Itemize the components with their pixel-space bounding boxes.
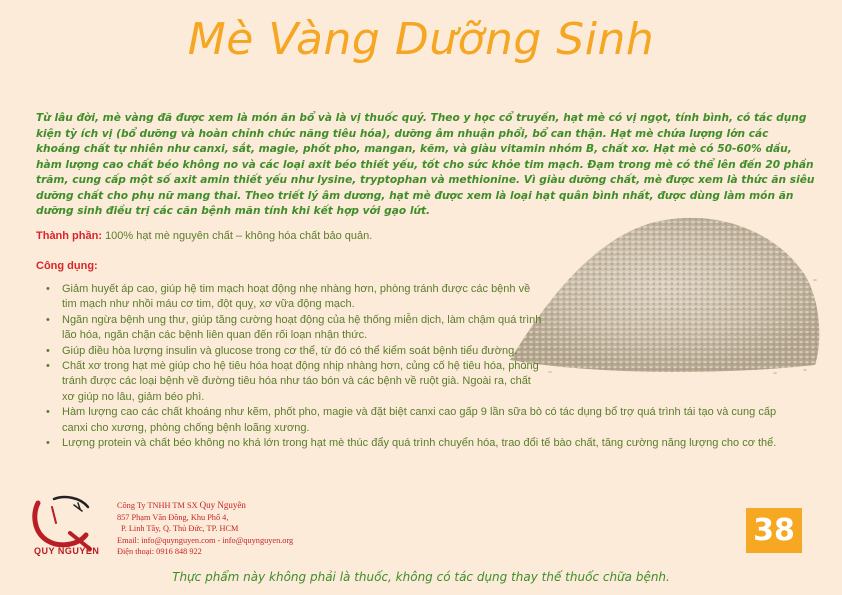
bullet-icon: • (46, 283, 50, 295)
logo-wordmark: QUY NGUYÊN (34, 546, 100, 556)
bullet-icon: • (46, 313, 50, 326)
bullet-icon: • (46, 344, 50, 357)
uses-heading: Công dụng: (36, 260, 98, 272)
company-email: Email: info@quynguyen.com - info@quynguyen.org (117, 535, 294, 545)
page-number-badge: 38 (746, 508, 802, 553)
company-name: Công Ty TNHH TM SX Quy Nguyên (117, 500, 246, 510)
company-address-line-1: 857 Phạm Văn Đồng, Khu Phố 4, (117, 512, 229, 522)
list-item: • Ngăn ngừa bệnh ung thư, giúp tăng cường hoạt động của hệ thống miễn dịch, làm chậm quá trình lão hóa, ngăn chặn các bệnh liên quan đến rối loạn nhận thức. (46, 313, 542, 342)
bullet-icon: • (46, 406, 50, 419)
intro-paragraph: Từ lâu đời, mè vàng đã được xem là món ăn bổ và là vị thuốc quý. Theo y học cổ truyền, hạt mè có vị ngọt, tính bình, có tác dụng kiện tỳ ích vị (bổ dưỡng và hoàn chỉnh chức năng tiêu hóa), dưỡng âm nhuận phổi, bổ can thận. Hạt mè chứa lượng lớn các khoáng chất tự nhiên như canxi, sắt, magie, phốt pho, mangan, kẽm, và giàu vitamin nhóm B, chất xơ. Hạt mè có 50-60% dầu, hàm lượng cao chất béo không no và các loại axit béo thiết yếu, tốt cho sức khỏe tim mạch. Đạm trong mè có thể lên đến 20 phần trăm, cung cấp một số axit amin thiết yếu như lysine, tryptophan và methionine. Vì giàu dưỡng chất, mè được xem là thức ăn siêu dưỡng chất cho phụ nữ mang thai. Theo triết lý âm dương, hạt mè được xem là loại hạt quân bình nhất, được dùng làm món ăn dưỡng sinh điều trị các căn bệnh mãn tính khi kết hợp với gạo lứt. (36, 112, 815, 217)
company-address-line-2: P. Linh Tây, Q. Thủ Đức, TP. HCM (121, 524, 239, 533)
bullet-icon: • (46, 360, 50, 373)
company-phone: Điện thoại: 0916 848 922 (117, 547, 202, 556)
ingredient-label: Thành phần: (36, 230, 102, 242)
ingredient-line (36, 230, 556, 242)
list-item: • Hàm lượng cao các chất khoáng như kẽm, phốt pho, magie và đặt biệt canxi cao gấp 9 lần sữa bò có tác dụng bổ trợ quá trình tái tạo và cung cấp canxi cho xương, phòng chống bệnh loãng xương. (46, 406, 777, 434)
list-item: • Giảm huyết áp cao, giúp hệ tim mạch hoạt động nhẹ nhàng hơn, phòng tránh được các bệnh về tim mạch như nhồi máu cơ tim, đột quỵ, xơ vữa động mạch. (46, 283, 531, 311)
benefits-list (44, 282, 804, 451)
bullet-icon: • (46, 437, 50, 450)
list-item: • Chất xơ trong hạt mè giúp cho hệ tiêu hóa hoạt động nhịp nhàng hơn, củng cố hệ tiêu hóa, phòng tránh được các loại bệnh về đường tiêu hóa như táo bón và các bệnh về ruột già. Ngoài ra, chất xơ giúp no lâu, giảm béo phì. (46, 360, 539, 403)
company-info (117, 500, 417, 558)
ingredient-value: 100% hạt mè nguyên chất – không hóa chất bảo quản. (105, 230, 373, 242)
list-item: • Giúp điều hòa lượng insulin và glucose trong cơ thể, từ đó có thể kiểm soát bệnh tiểu đường. (44, 344, 544, 359)
page-title: Mè Vàng Dưỡng Sinh (187, 14, 655, 65)
disclaimer: Thực phẩm này không phải là thuốc, không có tác dụng thay thế thuốc chữa bệnh. (172, 570, 670, 584)
list-item: • Lượng protein và chất béo không no khá lớn trong hạt mè thúc đẩy quá trình chuyển hóa, trao đổi tế bào chất, tăng cường năng lượng cho cơ thể. (44, 436, 802, 451)
